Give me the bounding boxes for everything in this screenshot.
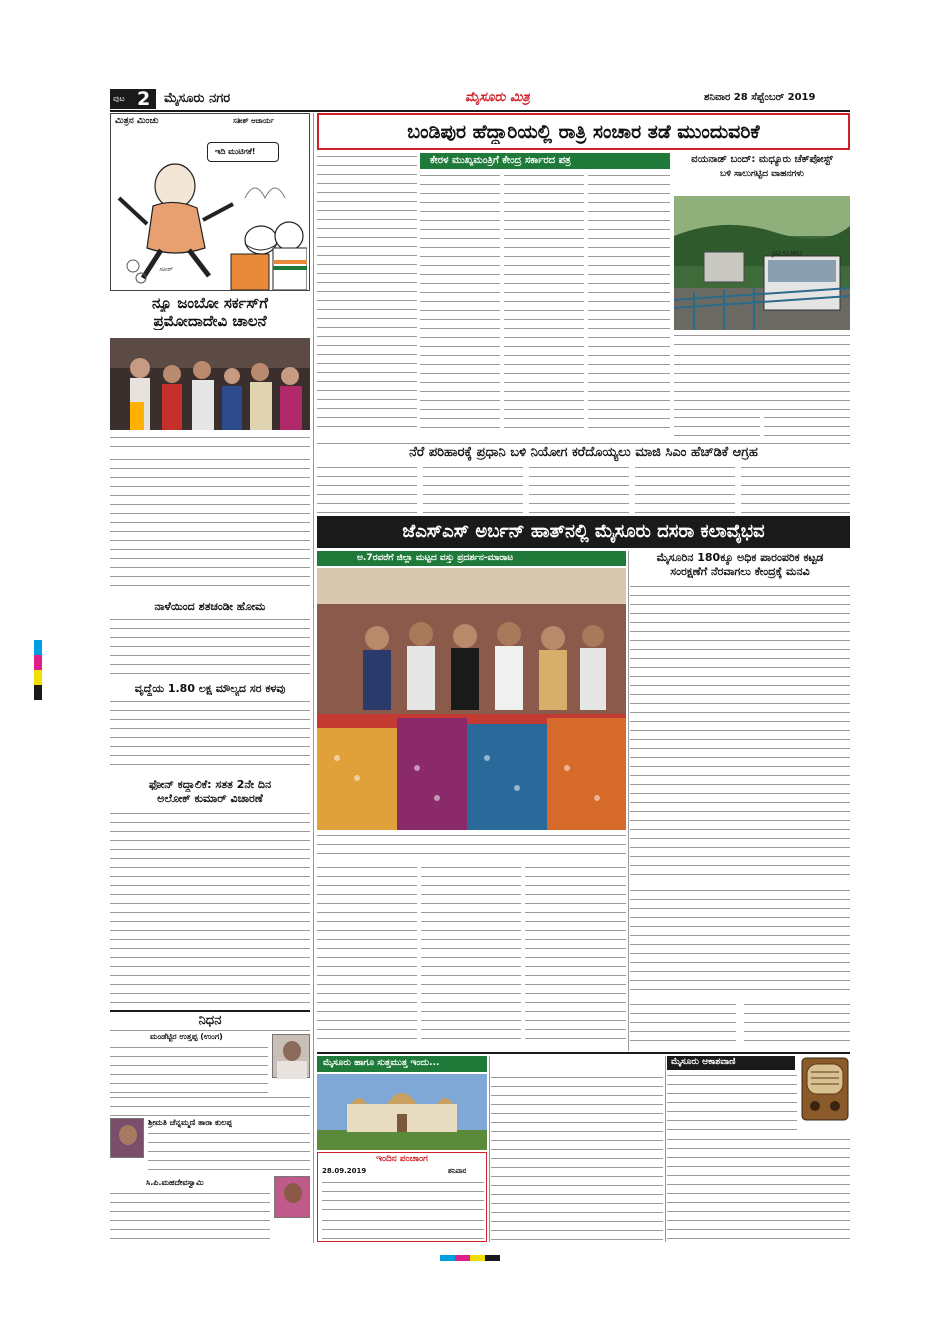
cartoon-speech-text: ಇದಿ ಮುಟಿಗಕೆ!: [215, 147, 256, 156]
page-label: ಪುಟ: [113, 94, 125, 103]
lead-body-col1: [317, 153, 417, 435]
homa-story: [110, 600, 310, 680]
building-body-col-a: [630, 1001, 736, 1049]
events-note-1: [322, 1217, 484, 1241]
cartoon-artist: ಸತೀಶ್ ಆಚಾರ್ಯ: [233, 117, 274, 125]
obituary-person2-body: [148, 1130, 310, 1174]
dasara-exhibition-photo: [317, 568, 626, 830]
registration-marks-left: [34, 640, 42, 700]
circus-photo: [110, 338, 310, 430]
flood-body-col4: [635, 464, 735, 520]
cartoon-drawing: [113, 128, 307, 290]
panchanga-body: [322, 1179, 484, 1215]
chain-headline: ವೃದ್ಧೆಯ 1.80 ಲಕ್ಷ ಮೌಲ್ಯದ ಸರ ಕಳವು: [134, 682, 286, 695]
dasara-body-col2: [421, 864, 521, 1042]
lead-body-col3: [504, 172, 584, 435]
flood-body-col3: [529, 464, 629, 520]
circus-caption: [110, 434, 310, 452]
wayanad-body-col-a: [674, 414, 760, 442]
events-title: ಮೈಸೂರು ಹಾಗೂ ಸುತ್ತಮುತ್ತ ಇಂದು...: [323, 1058, 440, 1068]
obituary-person2-name: ಶ್ರೀಮತಿ ಚೆನ್ನಮ್ಮಣಿ ತಾರಾ ಕುಲಪ್ಪ: [148, 1118, 233, 1127]
lead-side-head: [674, 153, 850, 195]
radio-schedule-bottom: [667, 1136, 850, 1242]
cartoon-title: ಮಿತ್ರನ ಮಿಂಚು: [115, 116, 159, 126]
chain-body: [110, 698, 310, 772]
lead-subhead-box: [420, 153, 670, 169]
flood-headline: ನೆರೆ ಪರಿಹಾರಕ್ಕೆ ಪ್ರಧಾನಿ ಬಳಿ ನಿಯೋಗ ಕರೆದೊಯ್ಯಲು ಮಾಜಿ ಸಿಎಂ ಹೆಚ್‌ಡಿಕೆ ಆಗ್ರಹ: [409, 445, 758, 460]
lead-side-head-line2: ಬಳಿ ಸಾಲುಗಟ್ಟಿದ ವಾಹನಗಳು: [720, 169, 804, 179]
column-divider-events-b: [665, 1056, 666, 1242]
obituary-section: [110, 1010, 310, 1242]
wayanad-body-col-b: [764, 414, 850, 442]
radio-title-box: [667, 1056, 795, 1070]
homa-headline: ನಾಳೆಯಿಂದ ಶತಚಂಡೀ ಹೋಮ: [154, 600, 266, 613]
section-title: ಮೈಸೂರು ನಗರ: [164, 91, 231, 106]
masthead: [110, 89, 850, 109]
dasara-subhead-box: [317, 551, 626, 566]
panchanga-day: ಶನಿವಾರ: [448, 1167, 467, 1175]
circus-headline-line2: ಪ್ರಮೋದಾದೇವಿ ಚಾಲನೆ: [153, 312, 267, 330]
dasara-subhead: ಅ.7ರವರೆಗೆ ಜಿಲ್ಲಾ ಮಟ್ಟದ ವಸ್ತು ಪ್ರದರ್ಶನ-ಮಾರಾಟ: [357, 553, 514, 563]
issue-date: ಶನಿವಾರ 28 ಸೆಪ್ಟೆಂಬರ್ 2019: [704, 92, 816, 103]
events-top-rule: [317, 1052, 850, 1054]
lead-side-head-line1: ವಯನಾಡ್ ಬಂದ್: ಮಧ್ಯೂರು ಚೆಕ್‌ಪೋಸ್ಟ್: [691, 154, 833, 165]
column-divider-dasara: [628, 551, 629, 1051]
flood-body-col2: [423, 464, 523, 520]
obituary-person1-name: ಮಂಡೆಟ್ಟಿರ ಉತ್ತಪ್ಪ (ಉಂಗ): [150, 1032, 223, 1041]
obituary-person1-body-cont: [110, 1094, 310, 1116]
obituary-person2-photo: [110, 1118, 144, 1158]
panchanga-title: ಇಂದಿನ ಪಂಚಾಂಗ: [376, 1154, 428, 1164]
panchanga-date: 28.09.2019: [322, 1167, 367, 1175]
dasara-headline: ಜೆಎಸ್‌ಎಸ್ ಅರ್ಬನ್ ಹಾತ್‌ನಲ್ಲಿ ಮೈಸೂರು ದಸರಾ ಕಲಾವೈಭವ: [402, 521, 765, 542]
obituary-person1-body: [110, 1044, 268, 1094]
radio-box: [667, 1056, 850, 1242]
radio-title: ಮೈಸೂರು ಆಕಾಶವಾಣಿ: [671, 1057, 736, 1067]
events-list-col1: [491, 1074, 663, 1242]
circus-headline-line1: ನ್ಯೂ ಜಂಬೋ ಸರ್ಕಸ್‌ಗೆ: [152, 294, 268, 312]
lead-subhead: ಕೇರಳ ಮುಖ್ಯಮಂತ್ರಿಗೆ ಕೇಂದ್ರ ಸರ್ಕಾರದ ಪತ್ರ: [430, 155, 571, 166]
column-divider-left: [313, 113, 314, 1243]
circus-body: [110, 456, 310, 592]
lead-headline: ಬಂಡಿಪುರ ಹೆದ್ದಾರಿಯಲ್ಲಿ ರಾತ್ರಿ ಸಂಚಾರ ತಡೆ ಮುಂದುವರಿಕೆ: [407, 121, 760, 143]
bus-sign-text: JALSURU: [772, 250, 803, 258]
chain-story: [110, 682, 310, 776]
phone-headline-line1: ಫೋನ್ ಕದ್ದಾಲಿಕೆ: ಸತತ 2ನೇ ದಿನ: [148, 778, 272, 791]
building-headline-line1: ಮೈಸೂರಿನ 180ಕ್ಕೂ ಅಧಿಕ ಪಾರಂಪರಿಕ ಕಟ್ಟಡ: [656, 551, 824, 564]
flood-body-col1: [317, 464, 417, 520]
wayanad-caption: [674, 332, 850, 350]
phone-body: [110, 810, 310, 1004]
dasara-body-col1: [317, 864, 417, 1042]
wayanad-bus-photo: [674, 196, 850, 330]
homa-body: [110, 616, 310, 676]
page-number: 2: [137, 88, 151, 110]
building-body-bottom: [630, 887, 850, 997]
dasara-photo-caption: [317, 832, 626, 860]
obituary-person3-name: ಸಿ.ಪಿ.ಮಹದೇವಸ್ವಾಮಿ: [146, 1178, 204, 1187]
cartoon-signature: ಸತೀಶ್: [159, 266, 173, 273]
circus-story: [110, 294, 310, 594]
radio-icon: [801, 1056, 849, 1122]
paper-logo: ಮೈಸೂರು ಮಿತ್ರ: [465, 90, 530, 105]
column-divider-events-a: [489, 1056, 490, 1242]
masthead-rule: [110, 110, 850, 112]
phone-headline-line2: ಅಲೋಕ್ ಕುಮಾರ್ ವಿಚಾರಣೆ: [157, 792, 263, 805]
phone-story: [110, 778, 310, 1006]
flood-story: [317, 444, 850, 524]
lead-headline-box: [317, 113, 850, 150]
panchanga-box: [317, 1152, 487, 1242]
building-body-top: [630, 583, 850, 883]
registration-marks-bottom: [440, 1255, 500, 1261]
mysore-palace-photo: [317, 1074, 487, 1150]
obituary-person3-body: [110, 1190, 270, 1240]
building-story: [630, 551, 850, 1051]
building-headline-line2: ಸಂರಕ್ಷಣೆಗೆ ನೆರವಾಗಲು ಕೇಂದ್ರಕ್ಕೆ ಮನವಿ: [670, 565, 810, 578]
events-title-box: [317, 1056, 487, 1072]
lead-body-col2: [420, 172, 500, 435]
obituary-person3-photo: [274, 1176, 310, 1218]
obituary-title: ನಿಧನ: [110, 1010, 310, 1031]
cartoon-box: [110, 113, 310, 291]
building-body-col-b: [744, 1001, 850, 1049]
page-number-badge: [110, 89, 156, 109]
wayanad-body: [674, 352, 850, 412]
dasara-headline-box: [317, 516, 850, 548]
radio-schedule-top: [667, 1072, 797, 1134]
lead-body-col4: [588, 172, 670, 435]
obituary-person1-photo: [272, 1034, 310, 1078]
dasara-body-col3: [525, 864, 626, 1042]
flood-body-col5: [741, 464, 850, 520]
